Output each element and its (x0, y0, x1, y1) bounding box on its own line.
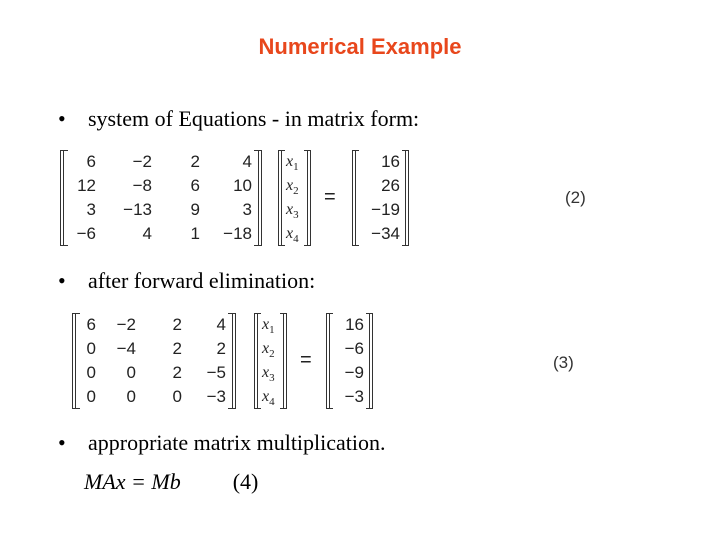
matrix-cell: 0 (172, 387, 182, 406)
vector-right-bracket (304, 150, 311, 246)
matrix-cell: −2 (132, 152, 152, 171)
matrix-cell: 12 (77, 176, 96, 195)
matrix-cell: 2 (190, 152, 200, 171)
matrix-cell: 0 (86, 363, 96, 382)
matrix-cell: 10 (233, 176, 252, 195)
matrix-right-bracket (254, 150, 262, 246)
rhs-cell: −3 (344, 387, 364, 406)
matrix-cell: 0 (86, 387, 96, 406)
rhs-cell: 16 (381, 152, 400, 171)
vector-left-bracket (254, 313, 261, 409)
rhs-right-bracket (366, 313, 373, 409)
formula-line (84, 469, 258, 495)
matrix-cell: −5 (206, 363, 226, 382)
bullet-text: after forward elimination: (88, 268, 316, 293)
rhs-cell: 16 (345, 315, 364, 334)
rhs-cell: −19 (371, 200, 400, 219)
rhs-cell: −9 (344, 363, 364, 382)
matrix-cell: −13 (123, 200, 152, 219)
slide-title: Numerical Example (258, 34, 462, 59)
matrix-cell: 6 (190, 176, 200, 195)
matrix-cell: 2 (216, 339, 226, 358)
bullet-symbol: • (58, 106, 66, 131)
formula-expression: MAx = Mb (84, 469, 181, 494)
matrix-cell: 4 (242, 152, 252, 171)
vector-variable: $x_2$ (262, 340, 275, 361)
matrix-cell: −3 (206, 387, 226, 406)
vector-variable: $x_4$ (262, 388, 275, 409)
matrix-right-bracket (228, 313, 236, 409)
matrix-cell: −2 (116, 315, 136, 334)
matrix-cell: 3 (86, 200, 96, 219)
rhs-right-bracket (402, 150, 409, 246)
matrix-cell: 0 (126, 363, 136, 382)
matrix-cell: 0 (126, 387, 136, 406)
vector-variable: $x_2$ (286, 177, 299, 198)
bullet-item-matrix-multiplication (58, 430, 386, 456)
equals-sign: = (324, 186, 336, 208)
matrix-cell: 4 (216, 315, 226, 334)
bullet-item-matrix-form (58, 106, 419, 132)
vector-variable: $x_3$ (286, 201, 299, 222)
rhs-cell: −34 (371, 224, 400, 243)
matrix-cell: 9 (190, 200, 200, 219)
equation-number: (2) (565, 188, 586, 207)
matrix-cell: 2 (172, 339, 182, 358)
matrix-cell: 3 (242, 200, 252, 219)
rhs-cell: 26 (381, 176, 400, 195)
vector-left-bracket (278, 150, 285, 246)
matrix-cell: 4 (142, 224, 152, 243)
bullet-symbol: • (58, 430, 66, 455)
matrix-cell: −6 (76, 224, 96, 243)
vector-right-bracket (280, 313, 287, 409)
vector-variable: $x_1$ (262, 316, 275, 337)
bullet-item-forward-elimination (58, 268, 315, 294)
matrix-cell: −8 (132, 176, 152, 195)
rhs-cell: −6 (344, 339, 364, 358)
equation-number: (3) (553, 353, 574, 372)
matrix-equation-2 (60, 150, 600, 248)
bullet-text: system of Equations - in matrix form: (88, 106, 420, 131)
matrix-cell: 2 (172, 363, 182, 382)
matrix-cell: 0 (86, 339, 96, 358)
matrix-cell: −4 (116, 339, 136, 358)
vector-variable: $x_4$ (286, 225, 299, 246)
matrix-cell: 1 (190, 224, 200, 243)
vector-variable: $x_3$ (262, 364, 275, 385)
bullet-text: appropriate matrix multiplication. (88, 430, 386, 455)
matrix-cell: 6 (86, 152, 96, 171)
formula-number: (4) (232, 469, 259, 494)
matrix-cell: −18 (223, 224, 252, 243)
matrix-cell: 2 (172, 315, 182, 334)
matrix-equation-3 (72, 313, 592, 411)
vector-variable: $x_1$ (286, 153, 299, 174)
matrix-cell: 6 (86, 315, 96, 334)
bullet-symbol: • (58, 268, 66, 293)
equals-sign: = (300, 349, 312, 371)
